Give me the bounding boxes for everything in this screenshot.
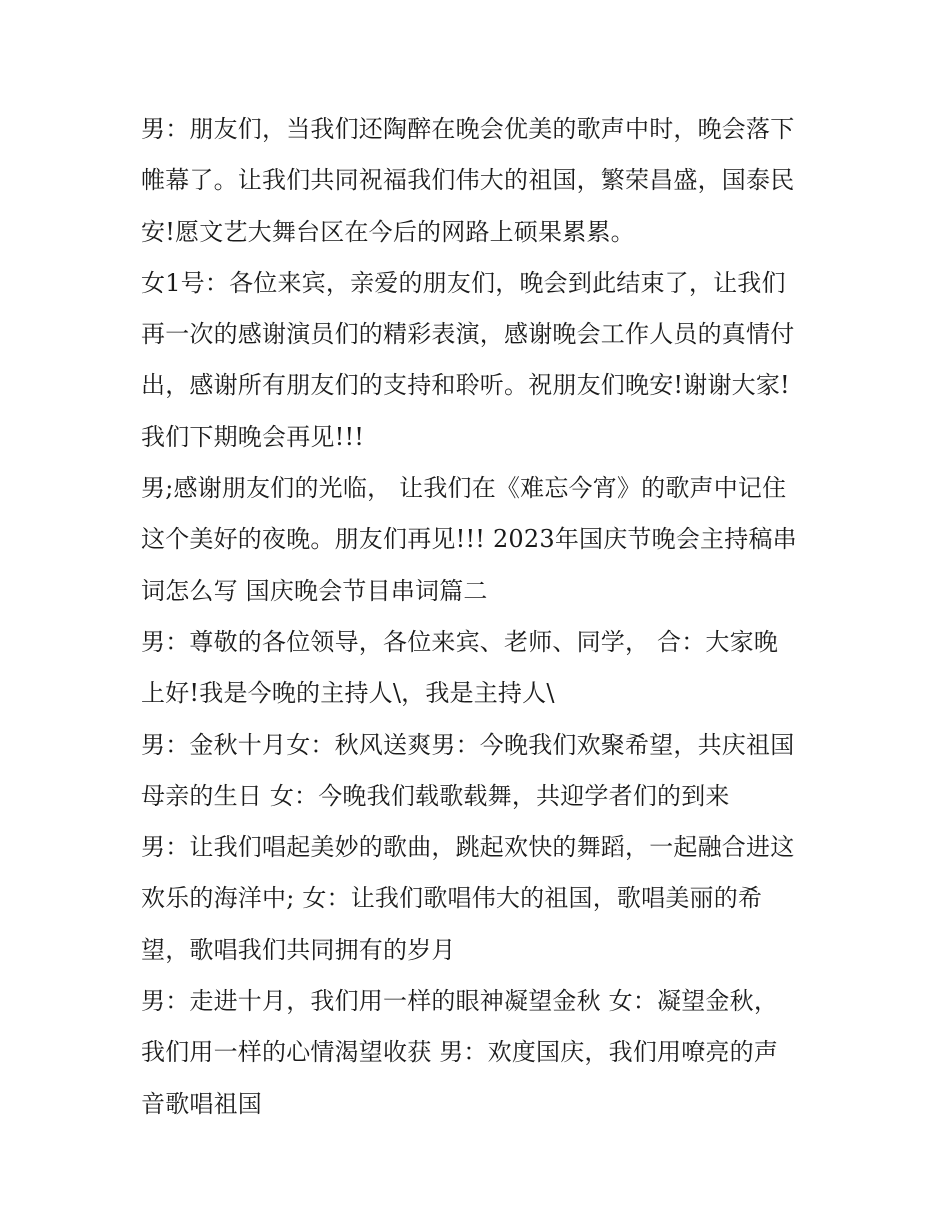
text-line: 我们用一样的心情渴望收获 男：欢度国庆，我们用嘹亮的声: [141, 1038, 779, 1067]
text-line: 上好!我是今晚的主持人\，我是主持人\: [141, 679, 555, 708]
text-line: 这个美好的夜晚。朋友们再见!!! 2023年国庆节晚会主持稿串: [141, 525, 797, 554]
text-line: 帷幕了。让我们共同祝福我们伟大的祖国，繁荣昌盛，国泰民: [141, 166, 795, 195]
text-line: 男：让我们唱起美妙的歌曲，跳起欢快的舞蹈，一起融合进这: [141, 833, 795, 862]
text-line: 男：金秋十月女：秋风送爽男：今晚我们欢聚希望，共庆祖国: [141, 730, 795, 759]
text-line: 我们下期晚会再见!!!: [141, 422, 365, 451]
text-line: 男;感谢朋友们的光临， 让我们在《难忘今宵》的歌声中记住: [141, 474, 787, 503]
text-line: 安!愿文艺大舞台区在今后的网路上硕果累累。: [141, 217, 635, 246]
text-line: 词怎么写 国庆晚会节目串词篇二: [141, 576, 488, 605]
text-line: 男：朋友们，当我们还陶醉在晚会优美的歌声中时，晚会落下: [141, 115, 795, 143]
text-line: 男：走进十月，我们用一样的眼神凝望金秋 女：凝望金秋，: [141, 987, 779, 1016]
text-line: 欢乐的海洋中; 女：让我们歌唱伟大的祖国，歌唱美丽的希: [141, 884, 763, 913]
text-line: 女1号：各位来宾，亲爱的朋友们，晚会到此结束了，让我们: [141, 268, 786, 297]
text-line: 音歌唱祖国: [141, 1089, 262, 1118]
text-line: 男：尊敬的各位领导，各位来宾、老师、同学， 合：大家晚: [141, 627, 779, 656]
text-line: 出，感谢所有朋友们的支持和聆听。祝朋友们晚安!谢谢大家!: [141, 371, 790, 400]
text-line: 望，歌唱我们共同拥有的岁月: [141, 935, 456, 964]
body-text: [141, 104, 821, 1130]
text-line: 母亲的生日 女：今晚我们载歌载舞，共迎学者们的到来: [141, 781, 730, 810]
text-line: 再一次的感谢演员们的精彩表演，感谢晚会工作人员的真情付: [141, 320, 795, 349]
